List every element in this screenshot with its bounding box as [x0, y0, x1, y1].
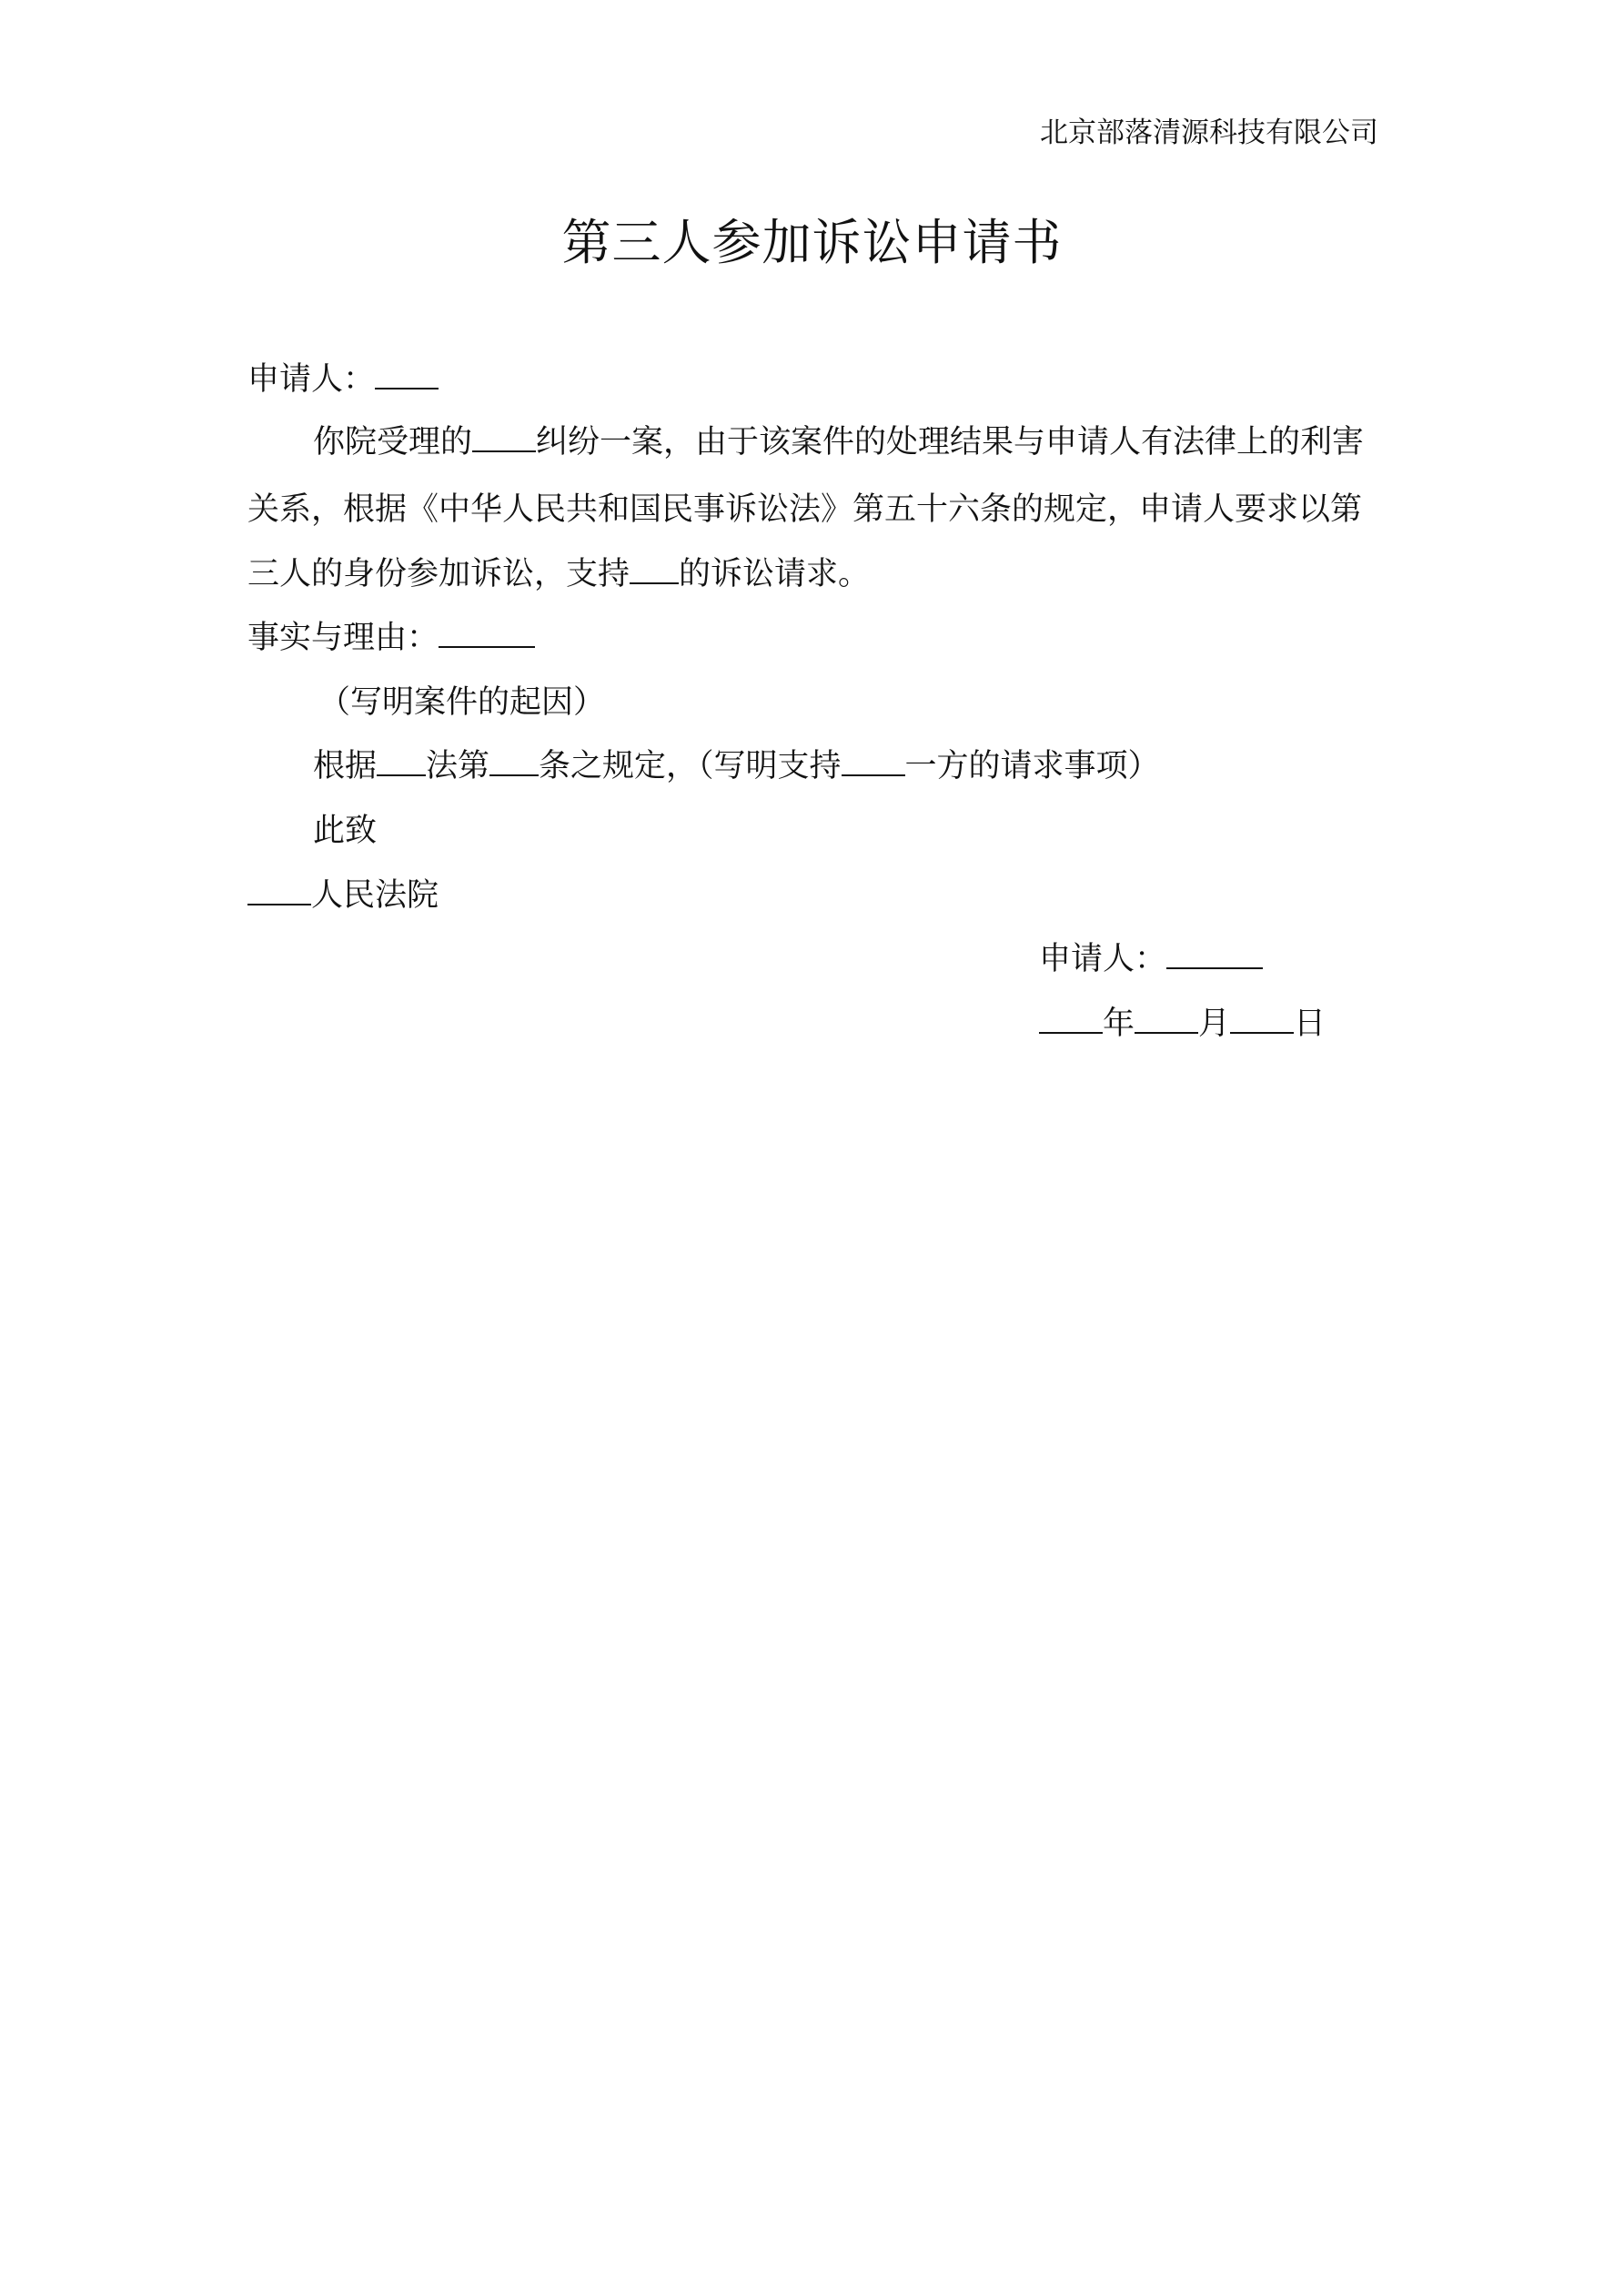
paragraph-1-line-1: [313, 420, 1364, 464]
basis-text-a: 根据: [313, 748, 378, 784]
year-label: 年: [1103, 1006, 1135, 1042]
closing-phrase: 此致: [313, 813, 378, 849]
signature-applicant-label: 申请人：: [1039, 941, 1167, 977]
law-name-blank: [377, 747, 426, 776]
month-blank: [1135, 1005, 1198, 1034]
signature-applicant-line: [1039, 937, 1263, 981]
cause-note: （写明案件的起因）: [318, 684, 606, 721]
facts-label: 事实与理由：: [247, 620, 439, 656]
facts-blank: [439, 619, 535, 648]
basis-text-c: 条之规定，（写明支持: [539, 748, 842, 784]
paragraph-1-line-3: [247, 552, 870, 596]
article-number-blank: [489, 747, 539, 776]
day-label: 日: [1294, 1006, 1326, 1042]
facts-line: [247, 616, 535, 660]
para1-line3-text-a: 三人的身份参加诉讼，支持: [247, 556, 630, 592]
company-header: 北京部落清源科技有限公司: [1040, 116, 1378, 149]
year-blank: [1039, 1005, 1103, 1034]
para1-line3-text-b: 的诉讼请求。: [679, 556, 871, 592]
court-line: [247, 874, 439, 917]
month-label: 月: [1198, 1006, 1231, 1042]
basis-text-b: 法第: [426, 748, 490, 784]
court-name-blank: [247, 876, 311, 905]
day-blank: [1230, 1005, 1294, 1034]
court-suffix: 人民法院: [311, 877, 439, 914]
paragraph-1-line-2: 关系，根据《中华人民共和国民事诉讼法》第五十六条的规定，申请人要求以第: [247, 491, 1363, 528]
applicant-blank: [375, 360, 439, 389]
basis-text-d: 一方的请求事项）: [904, 748, 1160, 784]
applicant-label: 申请人：: [247, 361, 376, 398]
supported-party-blank: [842, 747, 905, 776]
para1-text-b: 纠纷一案，由于该案件的处理结果与申请人有法律上的利害: [536, 424, 1365, 460]
legal-basis-line: [313, 744, 1160, 788]
signature-applicant-blank: [1166, 940, 1263, 969]
case-blank: [472, 423, 536, 452]
para1-text-a: 你院受理的: [313, 424, 473, 460]
support-party-blank: [630, 555, 679, 584]
document-title: 第三人参加诉讼申请书: [561, 214, 1063, 271]
date-line: [1039, 1002, 1326, 1046]
applicant-line: [247, 358, 439, 401]
